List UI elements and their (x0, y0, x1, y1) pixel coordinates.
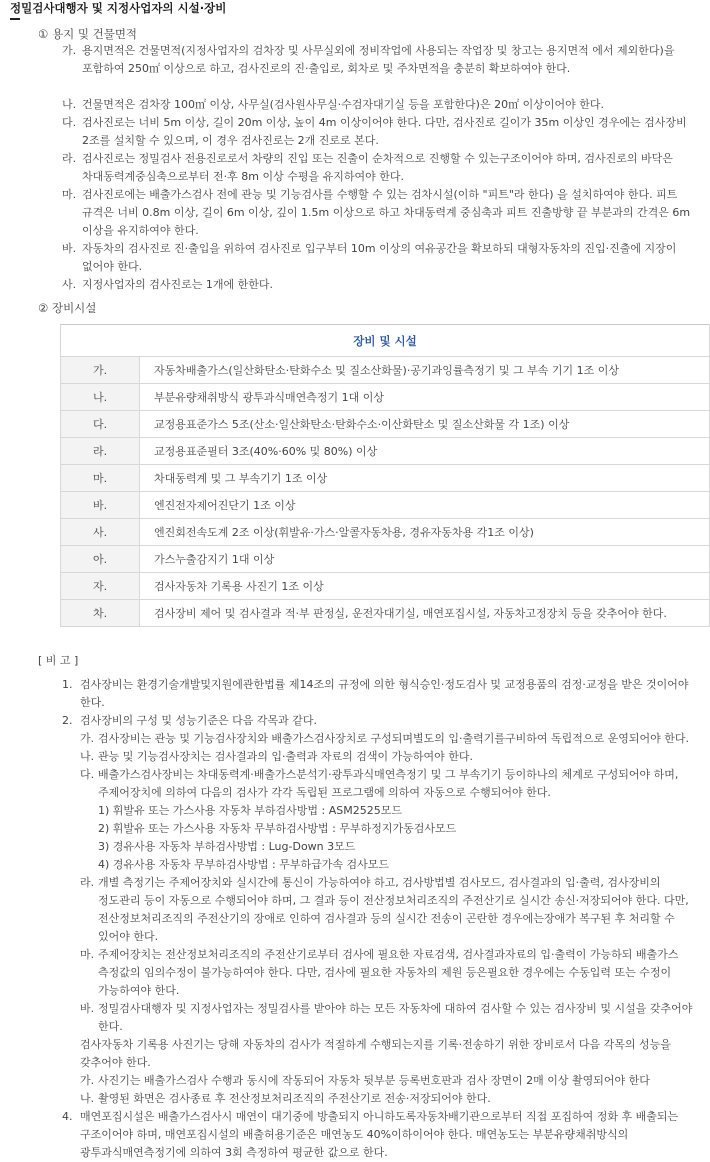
item-text-line: 검사진로에는 배출가스검사 전에 관능 및 기능검사를 수행할 수 있는 검차시설(이하 "피트"라 한다) 을 설치하여야 한다. 피트 (82, 188, 678, 201)
remark-text: 주제어장치는 전산정보처리조직의 주전산기로부터 검사에 필요한 자료검색, 검사결과자료의 입·출력이 가능하되 배출가스 (98, 948, 679, 961)
remark-line (80, 838, 708, 856)
table-row (61, 492, 710, 519)
remark-text: 갖추어야 한다. (80, 1056, 151, 1069)
remark-text: 정도관리 등이 자동으로 수행되어야 하며, 그 결과 등이 전산정보처리조직의 주전산기로 실시간 송신·저장되어야 한다. 다만, (98, 894, 689, 907)
remark-text: 검사장비의 구성 및 성능기준은 다음 각목과 같다. (80, 714, 317, 727)
remarks-heading: [ 비 고 ] (38, 654, 79, 667)
table-row (61, 357, 710, 384)
remark-marker: 다. (80, 768, 95, 781)
remark-text: 가능하여야 한다. (98, 984, 180, 997)
remark-line (62, 676, 708, 694)
remark-line (80, 982, 708, 1000)
table-row-key: 사. (61, 519, 140, 546)
remark-line (62, 1108, 708, 1126)
remark-line (62, 1144, 708, 1162)
item-marker: 사. (62, 278, 77, 291)
page-title: 정밀검사대행자 및 지정사업자의 시설·장비 (10, 1, 227, 15)
table-row-value: 부분유량채취방식 광투과식매연측정기 1대 이상 (140, 384, 710, 411)
table-row-key: 아. (61, 546, 140, 573)
table-row (61, 519, 710, 546)
section2-heading: ② 장비시설 (38, 301, 97, 315)
table-row-value: 검사자동차 기록용 사진기 1조 이상 (140, 573, 710, 600)
section1-item (62, 276, 708, 294)
table-row-key: 나. (61, 384, 140, 411)
remark-line (80, 730, 708, 748)
table-row (61, 465, 710, 492)
remark-line (80, 802, 708, 820)
table-row-value: 교정용표준필터 3조(40%·60% 및 80%) 이상 (140, 438, 710, 465)
table-row-value: 자동차배출가스(일산화탄소·탄화수소 및 질소산화물)·공기과잉률측정기 및 그 부속 기기 1조 이상 (140, 357, 710, 384)
section1-item (62, 150, 708, 186)
remark-marker: 나. (80, 750, 95, 763)
remark-line (80, 1054, 708, 1072)
item-text-line: 지정사업자의 검사진로는 1개에 한한다. (82, 278, 273, 291)
table-row-value: 가스누출감지기 1대 이상 (140, 546, 710, 573)
remark-text: 광투과식매연측정기에 의하여 3회 측정하여 평균한 값으로 한다. (80, 1146, 388, 1159)
remark-text: 측정값의 임의수정이 불가능하여야 한다. 다만, 검사에 필요한 자동차의 제원 등은필요한 경우에는 수동입력 또는 수정이 (98, 966, 672, 979)
remark-text: 2) 휘발유 또는 가스사용 자동차 무부하검사방법 : 무부하정지가동검사모드 (98, 822, 457, 835)
remark-text: 있어야 한다. (98, 930, 159, 943)
remark-text: 구조이어야 하며, 매연포집시설의 배출허용기준은 매연농도 40%이하이어야 한다. 매연농도는 부분유량채취방식의 (80, 1128, 629, 1141)
table-row-value: 엔진전자제어진단기 1조 이상 (140, 492, 710, 519)
item-marker: 마. (62, 188, 77, 201)
item-text-line: 용지면적은 건물면적(지정사업자의 검차장 및 사무실외에 정비작업에 사용되는 작업장 및 창고는 용지면적 에서 제외한다)을 (82, 44, 675, 57)
item-text-line: 건물면적은 검차장 100㎡ 이상, 사무실(검사원사무실·수검자대기실 등을 포함한다)은 20㎡ 이상이어야 한다. (82, 98, 604, 111)
item-marker: 가. (62, 44, 77, 57)
item-text-line: 검사진로는 너비 5m 이상, 길이 20m 이상, 높이 4m 이상이어야 한다. 다만, 검사진로 길이가 35m 이상인 경우에는 검사장비 (82, 116, 687, 129)
table-row-key: 차. (61, 600, 140, 627)
remark-text: 배출가스검사장비는 차대동력계·배출가스분석기·광투과식매연측정기 및 그 부속기기 등이하나의 체계로 구성되어야 하며, (98, 768, 679, 781)
table-row-key: 다. (61, 411, 140, 438)
remark-marker: 4. (62, 1110, 73, 1123)
item-text-line: 규격은 너비 0.8m 이상, 길이 6m 이상, 깊이 1.5m 이상으로 하고 차대동력계 중심축과 피트 진출방향 끝 부분과의 간격은 6m (82, 206, 691, 219)
item-marker: 나. (62, 98, 77, 111)
section1-item (62, 186, 708, 240)
table-row-key: 마. (61, 465, 140, 492)
remark-marker: 2. (62, 714, 73, 727)
remark-text: 전산정보처리조직의 주전산기의 장애로 인하여 검사결과 등의 실시간 전송이 곤란한 경우에는장애가 복구된 후 처리할 수 (98, 912, 675, 925)
remark-marker: 바. (80, 1002, 95, 1015)
remark-text: 3) 경유사용 자동차 부하검사방법 : Lug-Down 3모드 (98, 840, 356, 853)
table-row-value: 엔진회전속도계 2조 이상(휘발유·가스·알콜자동차용, 경유자동차용 각1조 이상) (140, 519, 710, 546)
table-header: 장비 및 시설 (61, 325, 710, 357)
table-row (61, 600, 710, 627)
remark-text: 검사장비는 환경기술개발및지원에관한법률 제14조의 규정에 의한 형식승인·정도검사 및 교정용품의 검정·교정을 받은 것이어야 (80, 678, 689, 691)
remark-line (80, 964, 708, 982)
table-row-key: 가. (61, 357, 140, 384)
remark-line (80, 820, 708, 838)
equipment-table-body (61, 357, 710, 627)
remark-line (80, 748, 708, 766)
remark-line (80, 1072, 708, 1090)
remark-text: 4) 경유사용 자동차 무부하검사방법 : 무부하급가속 검사모드 (98, 858, 389, 871)
remark-text: 정밀검사대행자 및 지정사업자는 정밀검사를 받아야 하는 모든 자동차에 대하여 검사할 수 있는 검사장비 및 시설을 갖추어야 (98, 1002, 693, 1015)
remark-line (80, 784, 708, 802)
equipment-table (60, 324, 710, 627)
table-row-value: 차대동력계 및 그 부속기기 1조 이상 (140, 465, 710, 492)
table-row (61, 438, 710, 465)
remark-line (62, 1126, 708, 1144)
item-text-line: 2조를 설치할 수 있으며, 이 경우 검사진로는 2개 진로로 본다. (82, 134, 379, 147)
remark-line (80, 766, 708, 784)
remark-line (80, 946, 708, 964)
item-marker: 다. (62, 116, 77, 129)
table-row (61, 411, 710, 438)
item-text-line: 이상을 유지하여야 한다. (82, 224, 199, 237)
remark-line (80, 1018, 708, 1036)
remark-text: 한다. (98, 1020, 123, 1033)
title-underline (10, 18, 20, 20)
item-text-line: 없어야 한다. (82, 260, 143, 273)
table-row-key: 라. (61, 438, 140, 465)
remark-marker: 1. (62, 678, 73, 691)
remark-marker: 나. (80, 1092, 95, 1105)
remark-line (80, 892, 708, 910)
table-row-value: 검사장비 제어 및 검사결과 적·부 판정실, 운전자대기실, 매연포집시설, 자동차고정장치 등을 갖추어야 한다. (140, 600, 710, 627)
remark-text: 검사장비는 관능 및 기능검사장치와 배출가스검사장치로 구성되며별도의 입·출력기를구비하여 독립적으로 운영되어야 한다. (98, 732, 690, 745)
table-row-key: 자. (61, 573, 140, 600)
remark-text: 검사자동차 기록용 사진기는 당해 자동차의 검사가 적절하게 수행되는지를 기록·전송하기 위한 장비로서 다음 각목의 성능을 (80, 1038, 671, 1051)
item-text-line: 자동차의 검사진로 진·출입을 위하여 검사진로 입구부터 10m 이상의 여유공간을 확보하되 대형자동차의 진입·진출에 지장이 (82, 242, 677, 255)
remark-marker: 가. (80, 1074, 95, 1087)
table-row (61, 573, 710, 600)
item-text-line: 차대동력계중심축으로부터 전·후 8m 이상 수평을 유지하여야 한다. (82, 170, 404, 183)
remark-line (62, 712, 708, 730)
item-marker: 바. (62, 242, 77, 255)
table-row-key: 바. (61, 492, 140, 519)
remark-text: 1) 휘발유 또는 가스사용 자동차 부하검사방법 : ASM2525모드 (98, 804, 402, 817)
table-header-row (61, 325, 710, 357)
remark-line (80, 1036, 708, 1054)
remark-text: 매연포집시설은 배출가스검사시 매연이 대기중에 방출되지 아니하도록자동차배기관으로부터 직접 포집하여 정화 후 배출되는 (80, 1110, 679, 1123)
section1-item (62, 96, 708, 114)
section1-item (62, 114, 708, 150)
remark-text: 사진기는 배출가스검사 수행과 동시에 작동되어 자동차 뒷부분 등록번호판과 검사 장면이 2매 이상 촬영되어야 한다 (98, 1074, 650, 1087)
remark-line (80, 910, 708, 928)
table-row-value: 교정용표준가스 5조(산소·일산화탄소·탄화수소·이산화탄소 및 질소산화물 각 1조) 이상 (140, 411, 710, 438)
table-row (61, 546, 710, 573)
item-text-line: 포함하여 250㎡ 이상으로 하고, 검사진로의 진·출입로, 회차로 및 주차면적을 충분히 확보하여야 한다. (82, 62, 571, 75)
remark-text: 한다. (80, 696, 105, 709)
remark-line (80, 1000, 708, 1018)
remark-line (80, 856, 708, 874)
item-text-line: 검사진로는 정밀검사 전용진로로서 차량의 진입 또는 진출이 순차적으로 진행할 수 있는구조이어야 하며, 검사진로의 바닥은 (82, 152, 673, 165)
remark-text: 촬영된 화면은 검사종료 후 전산정보처리조직의 주전산기로 전송·저장되어야 한다. (98, 1092, 491, 1105)
remark-line (80, 874, 708, 892)
remark-text: 관능 및 기능검사장치는 검사결과의 입·출력과 자료의 검색이 가능하여야 한다. (98, 750, 473, 763)
remark-text: 개별 측정기는 주제어장치와 실시간에 통신이 가능하여야 하고, 검사방법별 검사모드, 검사결과의 입·출력, 검사장비의 (98, 876, 661, 889)
section1-item (62, 240, 708, 276)
item-marker: 라. (62, 152, 77, 165)
table-row (61, 384, 710, 411)
remark-marker: 라. (80, 876, 95, 889)
remark-line (80, 928, 708, 946)
remark-line (80, 1090, 708, 1108)
section1-item (62, 42, 708, 78)
remark-marker: 마. (80, 948, 95, 961)
remark-line (62, 694, 708, 712)
section1-heading: ① 용지 및 건물면적 (38, 27, 138, 41)
remark-marker: 가. (80, 732, 95, 745)
remark-text: 주제어장치에 의하여 다음의 검사가 각각 독립된 프로그램에 의하여 자동으로 수행되어야 한다. (98, 786, 551, 799)
